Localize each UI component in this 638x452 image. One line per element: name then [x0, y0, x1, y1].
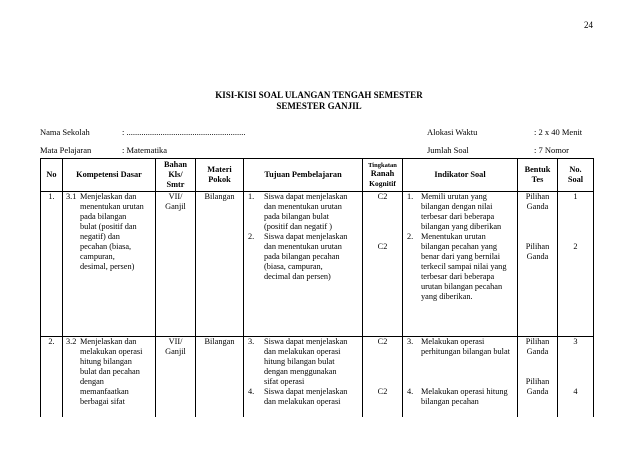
- header-row: [41, 159, 594, 192]
- header-indikator: Indikator Soal: [403, 159, 518, 192]
- row-number: 2.: [41, 337, 63, 417]
- count-label: Jumlah Soal: [427, 145, 469, 155]
- header-materi: Materi Pokok: [196, 159, 244, 192]
- materi-cell: Bilangan: [196, 192, 244, 337]
- bentuk-cell: Pilihan Ganda Pilihan Ganda: [518, 192, 558, 337]
- row-number: 1.: [41, 192, 63, 337]
- kelas-cell: VII/ Ganjil: [156, 337, 196, 417]
- kisi-kisi-table: [40, 158, 594, 417]
- document-subtitle: SEMESTER GANJIL: [276, 101, 362, 111]
- tujuan-cell: 1. Siswa dapat menjelaskan dan menentukan urutan pada bilangan bulat (positif dan negatif ) 2. Siswa dapat menjelaskan dan menentukan urutan pada bilangan pecahan (biasa, campuran, decimal dan persen): [244, 192, 363, 337]
- page-number: 24: [584, 20, 593, 30]
- table-row: [41, 337, 594, 417]
- subject-value: : Matematika: [122, 145, 168, 155]
- header-bahan: Bahan Kls/ Smtr: [156, 159, 196, 192]
- kelas-cell: VII/ Ganjil: [156, 192, 196, 337]
- indikator-cell: 3. Melakukan operasi perhitungan bilangan bulat 4. Melakukan operasi hitung bilangan pecahan: [403, 337, 518, 417]
- header-ranah: Tingkatan Ranah Kognitif: [363, 159, 403, 192]
- materi-cell: Bilangan: [196, 337, 244, 417]
- header-kompetensi: Kompetensi Dasar: [63, 159, 156, 192]
- nosoal-cell: 1 2: [558, 192, 594, 337]
- indikator-cell: 1. Memili urutan yang bilangan dengan nilai terbesar dari beberapa bilangan yang diberikan 2. Menentukan urutan bilangan pecahan yang benar dari yang bernilai terkecil sampai nilai yang terbesar dari beberapa urutan bilangan pecahan yang diberikan.: [403, 192, 518, 337]
- ranah-cell: C2 C2: [363, 337, 403, 417]
- count-value: : 7 Nomor: [534, 145, 569, 155]
- school-label: Nama Sekolah: [40, 127, 90, 137]
- header-no-soal: No. Soal: [558, 159, 594, 192]
- school-value: : ........................................................: [122, 127, 246, 137]
- time-value: : 2 x 40 Menit: [534, 127, 583, 137]
- header-bentuk: Bentuk Tes: [518, 159, 558, 192]
- header-no: No: [41, 159, 63, 192]
- bentuk-cell: Pilihan Ganda Pilihan Ganda: [518, 337, 558, 417]
- nosoal-cell: 3 4: [558, 337, 594, 417]
- ranah-cell: C2 C2: [363, 192, 403, 337]
- kompetensi-cell: 3.1 Menjelaskan dan menentukan urutan pada bilangan bulat (positif dan negatif) dan pecahan (biasa, campuran, desimal, persen): [63, 192, 156, 337]
- tujuan-cell: 3. Siswa dapat menjelaskan dan melakukan operasi hitung bilangan bulat dengan menggunakan sifat operasi 4. Siswa dapat menjelaskan dan melakukan operasi: [244, 337, 363, 417]
- document-title: KISI-KISI SOAL ULANGAN TENGAH SEMESTER: [215, 90, 423, 100]
- kompetensi-cell: 3.2 Menjelaskan dan melakukan operasi hitung bilangan bulat dan pecahan dengan memanfaatkan berbagai sifat: [63, 337, 156, 417]
- header-tujuan: Tujuan Pembelajaran: [244, 159, 363, 192]
- subject-label: Mata Pelajaran: [40, 145, 92, 155]
- time-label: Alokasi Waktu: [427, 127, 478, 137]
- table-row: [41, 192, 594, 337]
